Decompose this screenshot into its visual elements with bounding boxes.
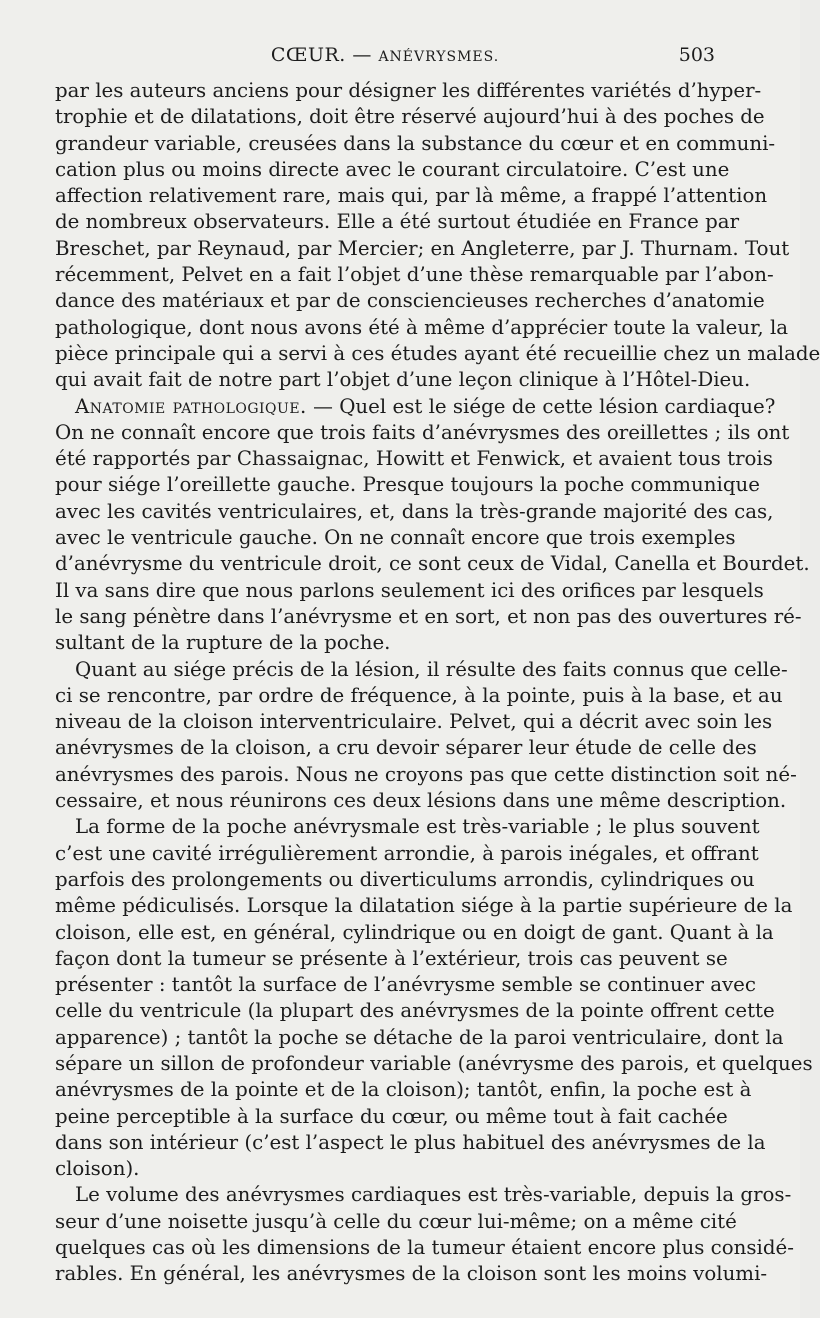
text-line: pathologique, dont nous avons été à même d’apprécier toute la valeur, la — [55, 315, 789, 339]
text-line: qui avait fait de notre part l’objet d’une leçon clinique à l’Hôtel-Dieu. — [55, 368, 751, 392]
section-heading: Anatomie pathologique. — [75, 394, 307, 418]
text-line: Le volume des anévrysmes cardiaques est très-variable, depuis la gros- — [75, 1183, 792, 1207]
text-line: été rapportés par Chassaignac, Howitt et Fenwick, et avaient tous trois — [55, 447, 773, 471]
text-line: pour siége l’oreillette gauche. Presque toujours la poche communique — [55, 473, 760, 497]
text-line: La forme de la poche anévrysmale est très-variable ; le plus souvent — [75, 815, 760, 839]
paragraph-anatomie-pathologique — [55, 394, 810, 657]
text-line: seur d’une noisette jusqu’à celle du cœur lui-même; on a même cité — [55, 1209, 737, 1233]
text-line: ci se rencontre, par ordre de fréquence, à la pointe, puis à la base, et au — [55, 683, 783, 707]
text-line: Il va sans dire que nous parlons seulement ici des orifices par lesquels — [55, 578, 764, 602]
text-line: rables. En général, les anévrysmes de la cloison sont les moins volumi- — [55, 1262, 768, 1286]
text-line: grandeur variable, creusées dans la substance du cœur et en communi- — [55, 131, 776, 155]
text-line: avec le ventricule gauche. On ne connaît encore que trois exemples — [55, 526, 736, 550]
text-line: sultant de la rupture de la poche. — [55, 631, 391, 655]
text-line: dans son intérieur (c’est l’aspect le plus habituel des anévrysmes de la — [55, 1130, 766, 1154]
text-line: cessaire, et nous réunirons ces deux lésions dans une même description. — [55, 789, 787, 813]
text-line: apparence) ; tantôt la poche se détache de la paroi ventriculaire, dont la — [55, 1025, 784, 1049]
text-line: anévrysmes de la cloison, a cru devoir séparer leur étude de celle des — [55, 736, 757, 760]
body-text — [55, 78, 820, 1288]
text-line: peine perceptible à la surface du cœur, ou même tout à fait cachée — [55, 1104, 728, 1128]
text-line-rest: — Quel est le siége de cette lésion cardiaque? — [306, 394, 776, 418]
text-line — [55, 394, 776, 420]
text-line: celle du ventricule (la plupart des anévrysmes de la pointe offrent cette — [55, 999, 775, 1023]
text-line: cation plus ou moins directe avec le courant circulatoire. C’est une — [55, 157, 730, 181]
text-line: pièce principale qui a servi à ces études ayant été recueillie chez un malade — [55, 341, 820, 365]
text-line: sépare un sillon de profondeur variable (anévrysme des parois, et quelques — [55, 1051, 813, 1075]
paragraph-volume — [55, 1182, 794, 1287]
text-line: anévrysmes des parois. Nous ne croyons pas que cette distinction soit né- — [55, 762, 797, 786]
text-line: le sang pénètre dans l’anévrysme et en sort, et non pas des ouvertures ré- — [55, 604, 802, 628]
text-line: parfois des prolongements ou diverticulums arrondis, cylindriques ou — [55, 867, 755, 891]
running-title-main: CŒUR. — [270, 44, 346, 66]
running-title — [55, 44, 715, 66]
paragraph-siege — [55, 657, 797, 815]
text-line: cloison, elle est, en général, cylindrique ou en doigt de gant. Quant à la — [55, 920, 774, 944]
running-head — [55, 44, 715, 74]
paragraph-forme — [55, 814, 813, 1182]
text-line: c’est une cavité irrégulièrement arrondie, à parois inégales, et offrant — [55, 841, 759, 865]
text-line: Quant au siége précis de la lésion, il résulte des faits connus que celle- — [75, 657, 788, 681]
text-line: avec les cavités ventriculaires, et, dans la très-grande majorité des cas, — [55, 499, 774, 523]
text-line: On ne connaît encore que trois faits d’anévrysmes des oreillettes ; ils ont — [55, 420, 790, 444]
text-line: même pédiculisés. Lorsque la dilatation siége à la partie supérieure de la — [55, 894, 793, 918]
text-line: présenter : tantôt la surface de l’anévrysme semble se continuer avec — [55, 973, 756, 997]
text-line: trophie et de dilatations, doit être réservé aujourd’hui à des poches de — [55, 105, 765, 129]
text-line: dance des matériaux et par de consciencieuses recherches d’anatomie — [55, 289, 765, 313]
text-line: récemment, Pelvet en a fait l’objet d’une thèse remarquable par l’abon- — [55, 263, 774, 287]
page-number: 503 — [678, 44, 715, 66]
text-line: par les auteurs anciens pour désigner les différentes variétés d’hyper- — [55, 79, 762, 102]
text-line: anévrysmes de la pointe et de la cloison); tantôt, enfin, la poche est à — [55, 1078, 752, 1102]
text-line: de nombreux observateurs. Elle a été surtout étudiée en France par — [55, 210, 740, 234]
text-line: Breschet, par Reynaud, par Mercier; en Angleterre, par J. Thurnam. Tout — [55, 236, 790, 260]
text-line: d’anévrysme du ventricule droit, ce sont ceux de Vidal, Canella et Bourdet. — [55, 552, 810, 576]
text-line: quelques cas où les dimensions de la tumeur étaient encore plus considé- — [55, 1236, 794, 1260]
running-title-separator: — — [345, 44, 379, 66]
running-title-sub: ANÉVRYSMES. — [378, 49, 500, 65]
text-line: affection relativement rare, mais qui, par là même, a frappé l’attention — [55, 184, 768, 208]
paragraph-introduction — [55, 78, 820, 394]
text-line: façon dont la tumeur se présente à l’extérieur, trois cas peuvent se — [55, 946, 728, 970]
text-line: cloison). — [55, 1157, 140, 1181]
text-line: niveau de la cloison interventriculaire. Pelvet, qui a décrit avec soin les — [55, 710, 773, 734]
